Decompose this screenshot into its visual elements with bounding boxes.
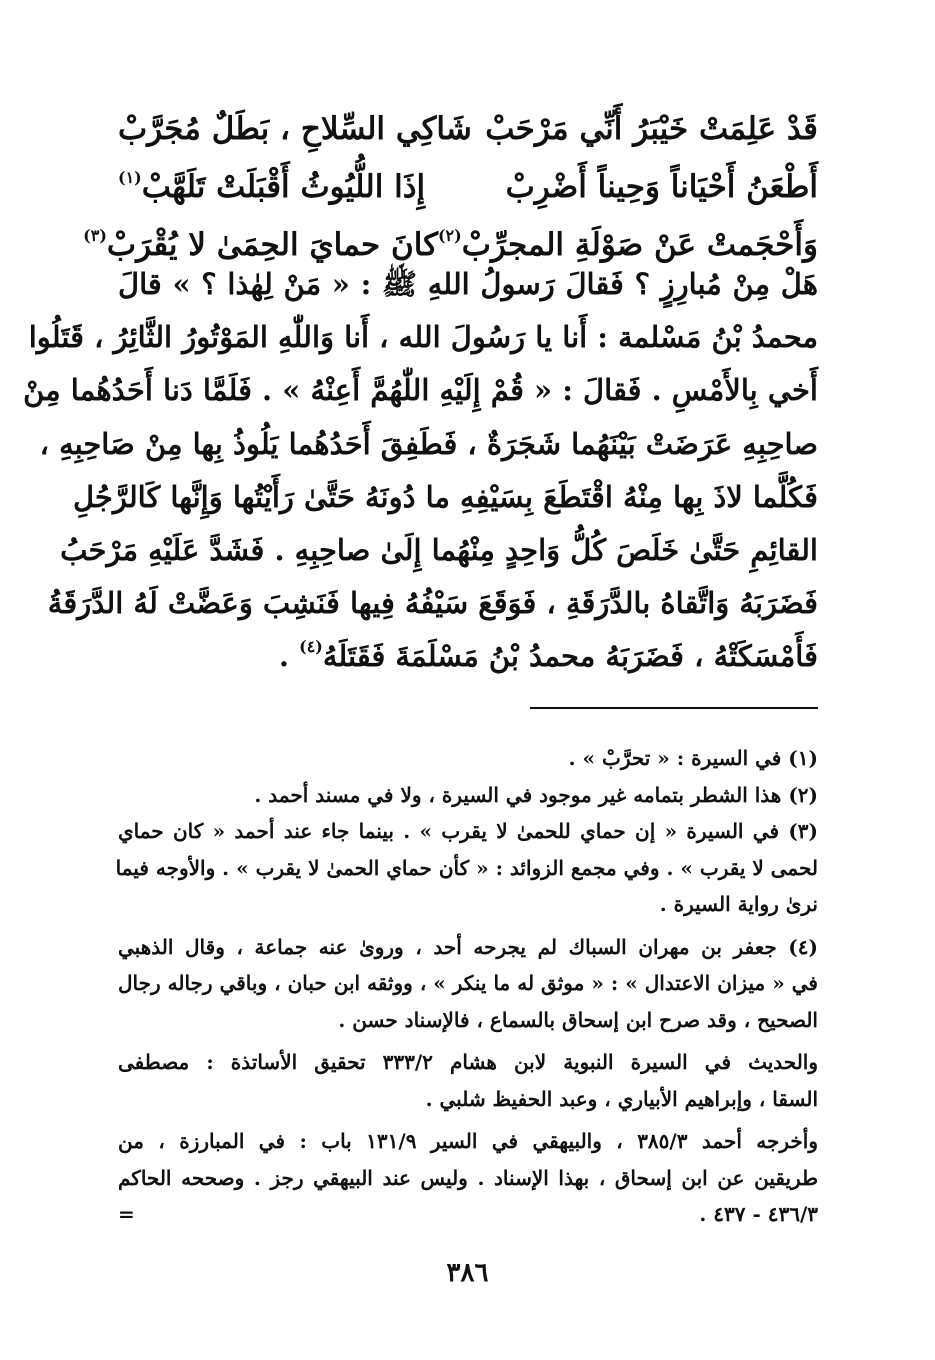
- footnote-separator: [530, 707, 818, 709]
- poem-verse-2: [118, 158, 818, 216]
- footnote-marker: (٣): [83, 226, 107, 245]
- footnote-marker: (٢): [437, 226, 462, 245]
- footnote-line: نرىٰ رواية السيرة .: [659, 892, 818, 916]
- hemistich-right: [506, 158, 818, 216]
- text-line-tail: .: [278, 639, 300, 674]
- footnote-line: ٤٣٦/٣ - ٤٣٧ .: [699, 1202, 818, 1226]
- footnote-line: لحمى لا يقرب » . وفي مجمع الزوائد : « كأن حماي الحمىٰ لا يقرب » . والأوجه فيما: [115, 855, 818, 880]
- footnote-line: (١) في السيرة : « تحرَّبْ » .: [568, 746, 818, 770]
- hemistich-left: [118, 100, 472, 158]
- footnote-line: (٣) في السيرة « إن حماي للحمىٰ لا يقرب » . بينما جاء عند أحمد « كان حماي: [118, 819, 818, 843]
- hemistich-text: كانَ حمايَ الحِمَىٰ لا يُقْرَبْ: [106, 227, 438, 263]
- continuation-mark: =: [118, 1202, 135, 1226]
- footnote-line: (٤) جعفر بن مهران السباك لم يجرحه أحد ، وروىٰ عنه جماعة ، وقال الذهبي: [118, 934, 818, 959]
- footnote-line: وأخرجه أحمد ٣٨٥/٣ ، والبيهقي في السير ١٣١/٩ باب : في المبارزة ، من: [118, 1129, 818, 1153]
- footnote-marker: (٤): [299, 637, 323, 657]
- text-line: فَضَرَبَهُ وَاتَّقاهُ بالدَّرَقَةِ ، فَوَقَعَ سَيْفُهُ فِيها فَنَشِبَ وَعَضَّتْ لَهُ الدَّرَقَةُ: [47, 586, 818, 621]
- footnote-marker: (١): [118, 168, 142, 187]
- text-line-last: [118, 630, 818, 683]
- poem-verse-1: [118, 100, 818, 158]
- hemistich-text: قَدْ عَلِمَتْ خَيْبَرُ أَنِّي مَرْحَبْ: [485, 111, 818, 147]
- footnote-line: السقا ، وإبراهيم الأبياري ، وعبد الحفيظ شلبي .: [425, 1086, 818, 1111]
- text-line-content: فَأَمْسَكَتْهُ ، فَضَرَبَهُ محمدُ بْنُ مَسْلَمَةَ فَقَتَلَهُ: [322, 639, 818, 674]
- footnotes-block: [115, 740, 819, 1233]
- footnote-line: والحديث في السيرة النبوية لابن هشام ٣٣٣/٢ تحقيق الأساتذة : مصطفى: [118, 1050, 819, 1074]
- text-line: محمدُ بْنُ مَسْلمة : أَنا يا رَسُولَ الله ، أَنا وَاللّٰهِ المَوْتُورُ الثَّائِرُ ، قَتَلُوا: [28, 320, 818, 355]
- footnote-line: في « ميزان الاعتدال » : « موثق له ما ينكر » ، ووثقه ابن حبان ، وباقي رجاله رجال: [118, 971, 818, 995]
- hemistich-left: [118, 158, 425, 216]
- text-line: أَخي بِالأَمْسِ . فَقالَ : « قُمْ إِلَيْهِ اللّٰهُمَّ أَعِنْهُ » . فَلَمَّا دَنا أَحَدُهُما مِنْ: [23, 373, 818, 408]
- page-number: ٣٨٦: [446, 1258, 489, 1288]
- footnote-line: (٢) هذا الشطر بتمامه غير موجود في السيرة ، ولا في مسند أحمد .: [254, 782, 818, 807]
- footnote-line: الصحيح ، وقد صرح ابن إسحاق بالسماع ، فالإسناد حسن .: [338, 1007, 818, 1032]
- hemistich-text: أَطْعَنُ أَحْيَاناً وَحِيناً أَضْرِبْ: [505, 169, 818, 205]
- hemistich-text: وَأَحْجَمتْ عَنْ صَوْلَةِ المجرِّبْ: [461, 227, 818, 263]
- hemistich-text: إِذَا اللُّيُوثُ أَقْبَلَتْ تَلَهَّبْ: [141, 169, 426, 205]
- hemistich-text: شَاكِي السِّلاحِ ، بَطَلٌ مُجَرَّبْ: [118, 111, 472, 147]
- text-line: صاحِبِهِ عَرَضَتْ بَيْنَهُما شَجَرَةٌ ، فَطَفِقَ أَحَدُهُما يَلُوذُ بِها مِنْ صَاحِبِهِ ،: [39, 426, 818, 461]
- main-paragraph: [23, 258, 818, 684]
- footnote-line: طريقين عن ابن إسحاق ، بهذا الإسناد . وليس عند البيهقي رجز . وصححه الحاكم: [118, 1165, 818, 1190]
- footnote-last-row: [118, 1196, 818, 1233]
- poem-block: [83, 100, 818, 274]
- text-line: فَكُلَّما لاذَ بِها مِنْهُ اقْتَطَعَ بِسَيْفِهِ ما دُونَهُ حَتَّىٰ رَأَيْتُها وَإِنَّها كَالرَّجُلِ: [72, 479, 818, 514]
- text-line: القائِمِ حَتَّىٰ خَلَصَ كُلُّ وَاحِدٍ مِنْهُما إِلَىٰ صاحِبِهِ . فَشَدَّ عَلَيْهِ مَرْحَبُ: [60, 533, 818, 568]
- text-line: هَلْ مِنْ مُبارِزٍ ؟ فَقالَ رَسولُ اللهِ ﷺ : « مَنْ لِهٰذا ؟ » قالَ: [118, 267, 818, 301]
- hemistich-right: [485, 100, 818, 158]
